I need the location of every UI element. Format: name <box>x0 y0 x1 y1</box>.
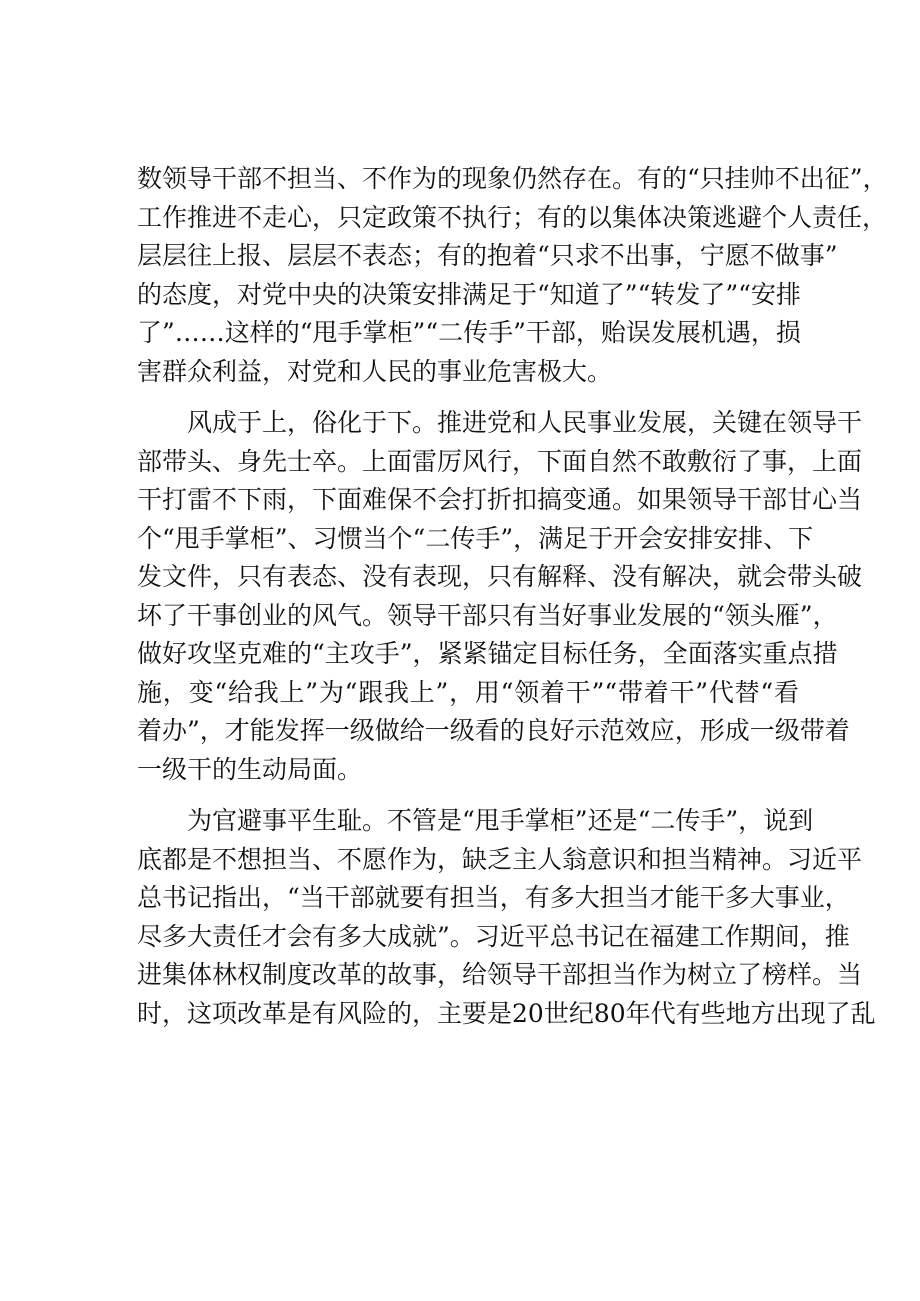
text-line: 尽多大责任才会有多大成就”。习近平总书记在福建工作期间，推 <box>137 921 850 951</box>
text-line: 数领导干部不担当、不作为的现象仍然存在。有的“只挂帅不出征”， <box>137 164 888 193</box>
paragraph-spacer <box>137 789 799 802</box>
paragraph-1 <box>137 160 888 391</box>
text-line: 的态度，对党中央的决策安排满足于“知道了”“转发了”“安排 <box>137 279 801 309</box>
text-line: 底都是不想担当、不愿作为，缺乏主人翁意识和担当精神。习近平 <box>137 844 863 874</box>
text-line: 部带头、身先士卒。上面雷厉风行，下面自然不敢敷衍了事，上面 <box>137 446 863 476</box>
text-line: 干打雷不下雨，下面难保不会打折扣搞变通。如果领导干部甘心当 <box>137 485 863 514</box>
text-line: 害群众利益，对党和人民的事业危害极大。 <box>137 356 613 386</box>
text-line: 时，这项改革是有风险的，主要是20世纪80年代有些地方出现了乱 <box>137 998 876 1028</box>
text-line: 了”……这样的“甩手掌柜”“二传手”干部，贻误发展机遇，损 <box>137 318 801 347</box>
text-line: 工作推进不走心，只定政策不执行；有的以集体决策逃避个人责任， <box>137 202 888 232</box>
text-line: 风成于上，俗化于下。推进党和人民事业发展，关键在领导干 <box>187 408 863 437</box>
text-line: 层层往上报、层层不表态；有的抱着“只求不出事，宁愿不做事” <box>137 241 838 270</box>
text-line: 坏了干事创业的风气。领导干部只有当好事业发展的“领头雁”， <box>137 600 838 630</box>
text-line: 为官避事平生耻。不管是“甩手掌柜”还是“二传手”，说到 <box>187 806 814 835</box>
text-line: 个“甩手掌柜”、习惯当个“二传手”，满足于开会安排安排、下 <box>137 523 814 553</box>
document-body <box>137 160 888 1033</box>
text-line: 施，变“给我上”为“跟我上”，用“领着干”“带着干”代替“看 <box>137 677 799 707</box>
text-line: 做好攻坚克难的“主攻手”，紧紧锚定目标任务，全面落实重点措 <box>137 639 838 668</box>
paragraph-spacer <box>137 391 799 404</box>
paragraph-2 <box>137 404 863 789</box>
text-line: 发文件，只有表态、没有表现，只有解释、没有解决，就会带头破 <box>137 562 863 591</box>
text-line: 总书记指出，“当干部就要有担当，有多大担当才能干多大事业， <box>137 883 850 912</box>
text-line: 进集体林权制度改革的故事，给领导干部担当作为树立了榜样。当 <box>137 960 863 989</box>
text-line: 着办”，才能发挥一级做给一级看的良好示范效应，形成一级带着 <box>137 716 850 745</box>
paragraph-3 <box>137 802 876 1033</box>
text-line: 一级干的生动局面。 <box>137 754 363 784</box>
